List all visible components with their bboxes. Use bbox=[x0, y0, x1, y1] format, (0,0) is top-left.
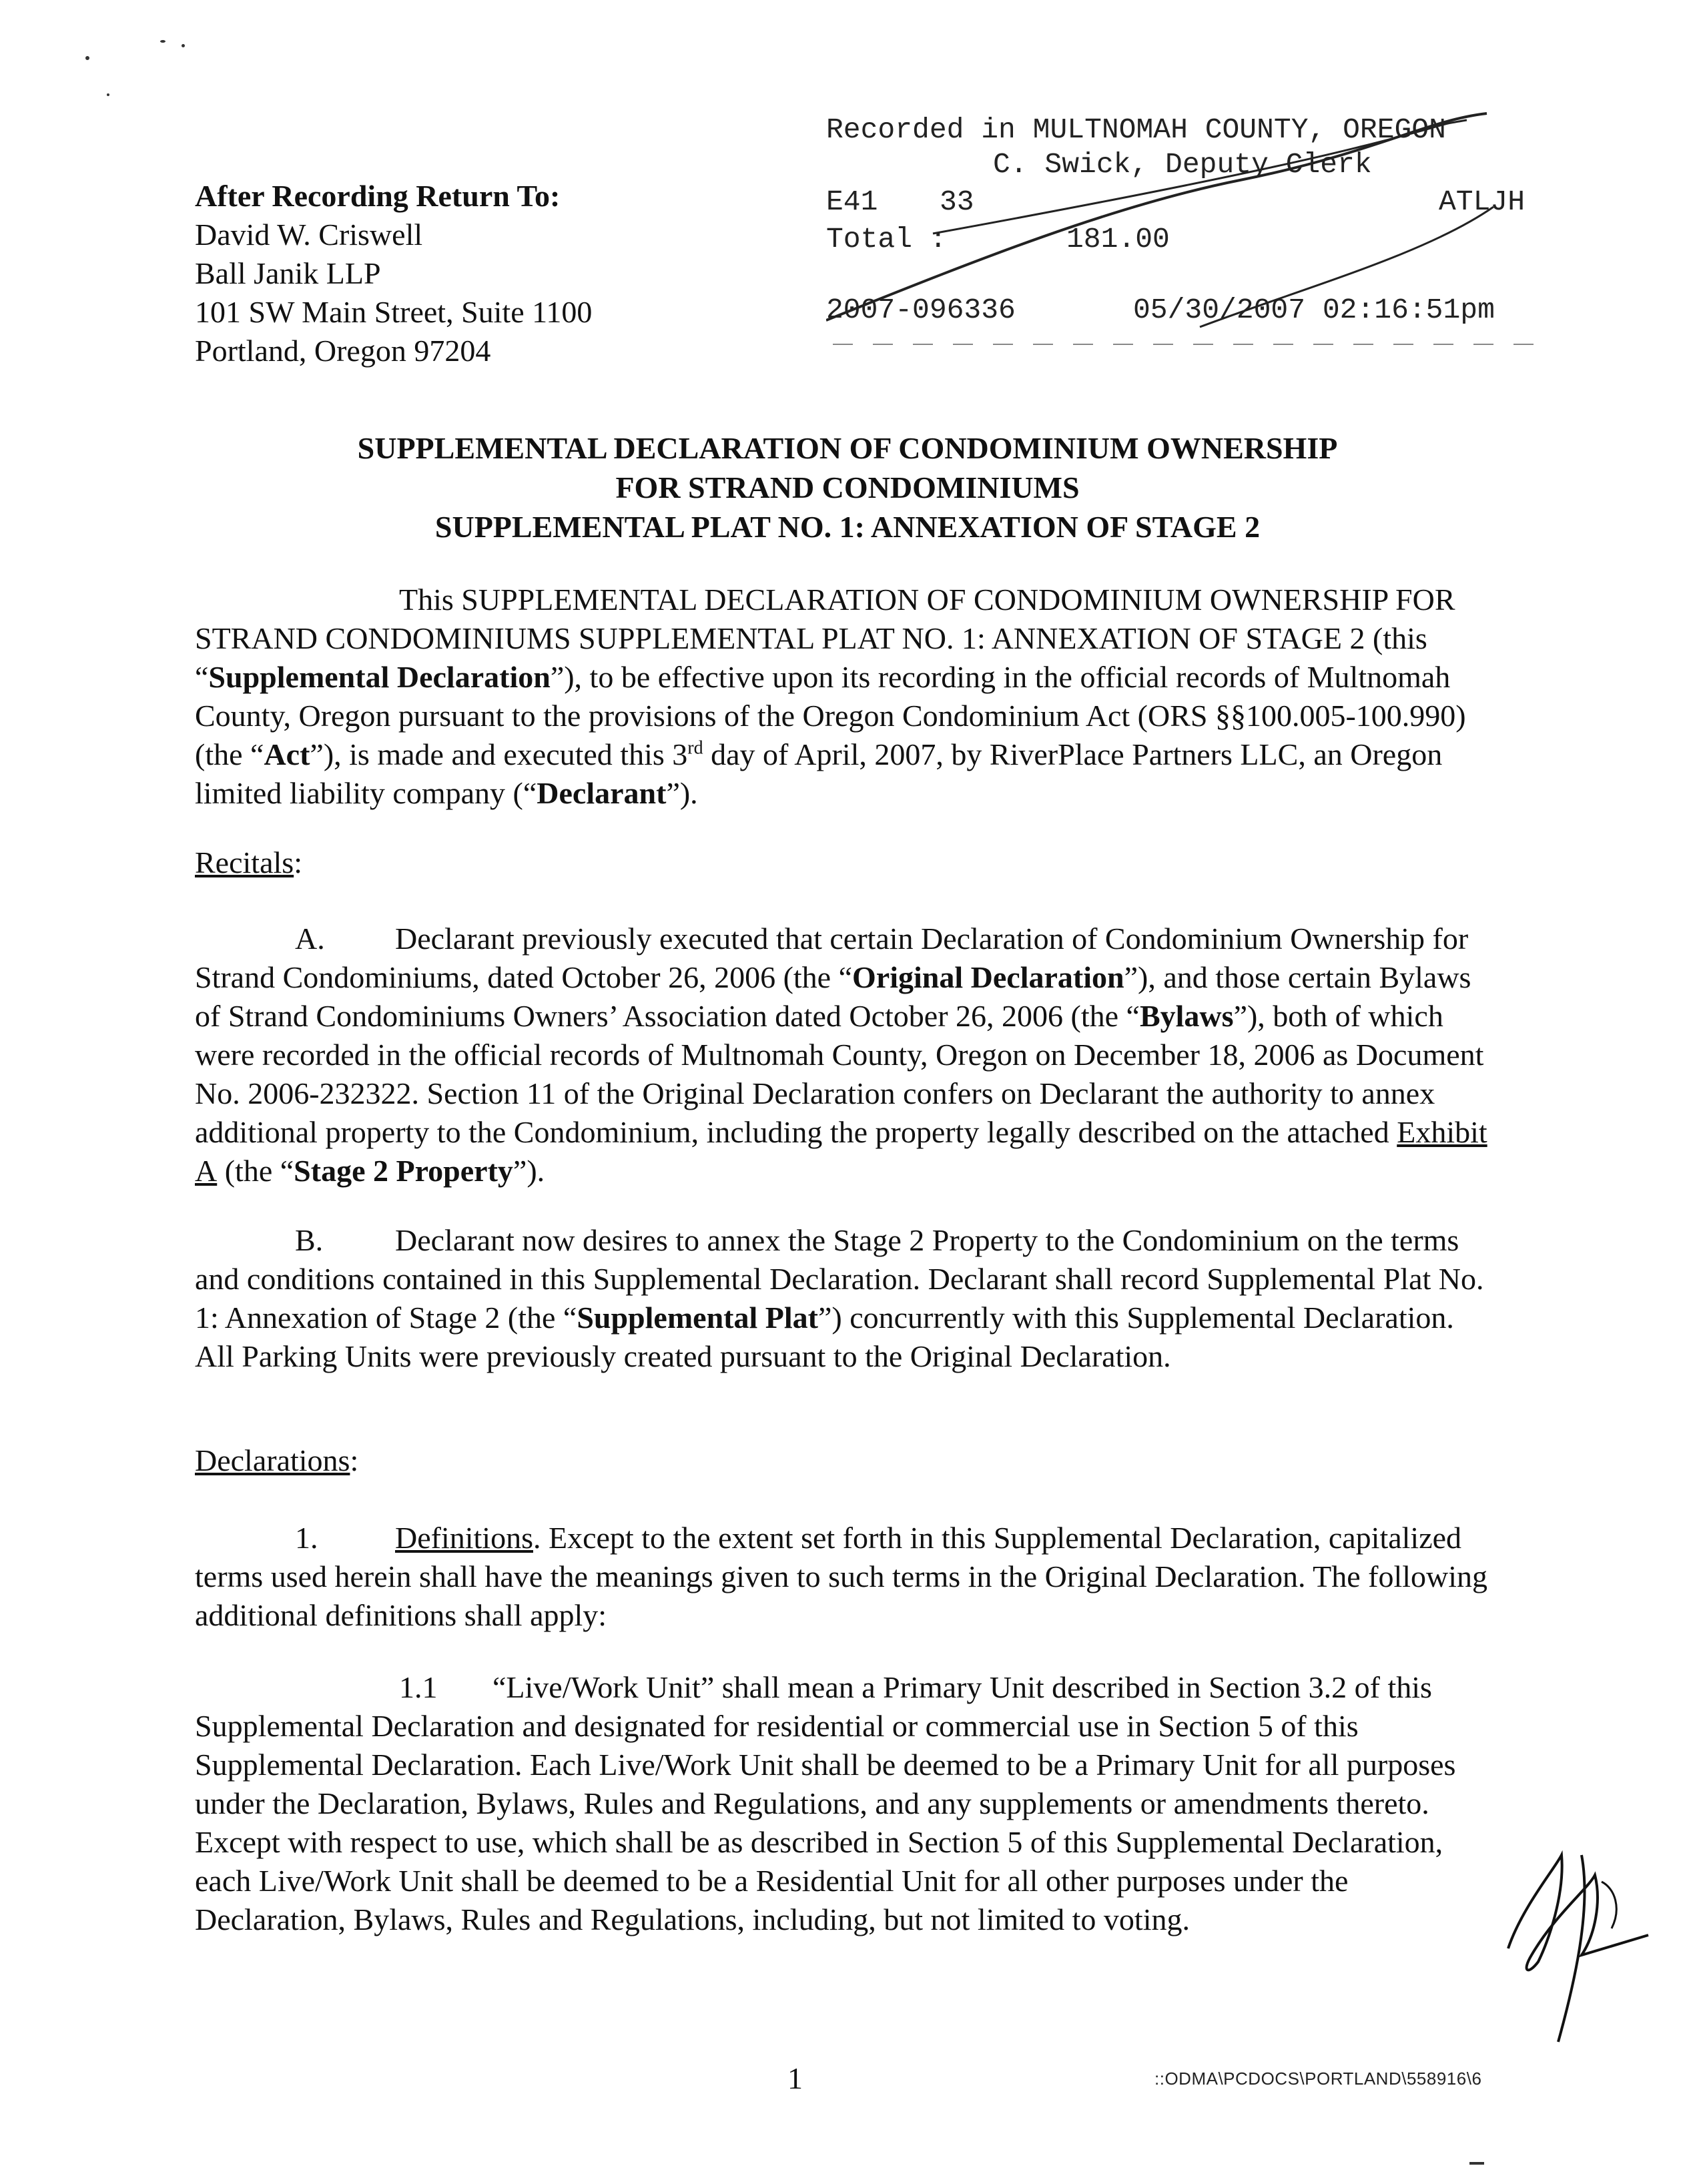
title-line-1: SUPPLEMENTAL DECLARATION OF CONDOMINIUM OWNERSHIP bbox=[357, 431, 1338, 465]
recital-b bbox=[195, 1221, 1489, 1376]
stamp-code: E41 bbox=[826, 186, 878, 218]
recitals-heading bbox=[195, 843, 302, 882]
exhibit-reference: Exhibit A bbox=[195, 1115, 1487, 1188]
recording-stamp bbox=[826, 107, 1560, 347]
defined-term: Stage 2 Property bbox=[294, 1154, 513, 1188]
stamp-doc-number: 2007-096336 bbox=[826, 294, 1016, 326]
return-heading: After Recording Return To: bbox=[195, 179, 561, 213]
title-line-3: SUPPLEMENTAL PLAT NO. 1: ANNEXATION OF STAGE 2 bbox=[434, 510, 1261, 544]
scan-speck bbox=[107, 93, 109, 96]
defined-term: Bylaws bbox=[1139, 999, 1234, 1033]
intro-text: This SUPPLEMENTAL DECLARATION OF CONDOMINIUM OWNERSHIP FOR STRAND CONDOMINIUMS SUPPLEMENTAL PLAT NO. 1: ANNEXATION OF STAGE 2 (this “ bbox=[195, 583, 1455, 694]
defined-term: Supplemental Plat bbox=[577, 1301, 818, 1335]
handwritten-initials-signature bbox=[1481, 1828, 1655, 2049]
return-line: Portland, Oregon 97204 bbox=[195, 334, 491, 368]
title-line-2: FOR STRAND CONDOMINIUMS bbox=[615, 470, 1080, 504]
intro-text: ”), to be effective upon its recording in the official records of Multnomah County, Oregon pursuant to the provisions of the Oregon Condominium Act (ORS §§100.005-100.990) (the “ bbox=[195, 660, 1466, 771]
recital-text: ”), both of which were recorded in the official records of Multnomah County, Oregon on December 18, 2006 as Document No. 2006-232322. Section 11 of the Original Declaration confers on Declarant the authority to annex additional property to the Condominium, including the property legally described on the attached bbox=[195, 999, 1484, 1149]
section-text: . Except to the extent set forth in this Supplemental Declaration, capitalized terms used herein shall have the meanings given to such terms in the Original Declaration. The following additional definitions shall apply: bbox=[195, 1521, 1488, 1632]
intro-text: ”). bbox=[666, 776, 698, 810]
recital-text: ”) concurrently with this Supplemental Declaration. All Parking Units were previously created pursuant to the Original Declaration. bbox=[195, 1301, 1454, 1373]
stamp-total-value: 181.00 bbox=[1066, 223, 1170, 256]
recital-letter: A. bbox=[295, 922, 325, 956]
defined-term: Supplemental Declaration bbox=[208, 660, 551, 694]
declarations-heading bbox=[195, 1441, 358, 1480]
return-address-block bbox=[195, 177, 795, 370]
ordinal-suffix: rd bbox=[687, 737, 703, 759]
scan-speck bbox=[182, 44, 185, 47]
scan-speck bbox=[1469, 2162, 1484, 2165]
recitals-heading-text: Recitals bbox=[195, 845, 294, 879]
intro-paragraph bbox=[195, 581, 1489, 813]
section-1-definitions bbox=[195, 1519, 1489, 1635]
declarations-heading-text: Declarations bbox=[195, 1443, 350, 1477]
declarations-heading-colon: : bbox=[350, 1443, 359, 1477]
return-line: David W. Criswell bbox=[195, 218, 423, 252]
stamp-initials: ATLJH bbox=[1439, 186, 1526, 218]
section-number: 1. bbox=[295, 1521, 318, 1555]
recital-text: ”). bbox=[513, 1154, 545, 1188]
section-1-1-live-work-unit bbox=[195, 1668, 1489, 1939]
defined-term: Declarant bbox=[537, 776, 667, 810]
stamp-date-time: 05/30/2007 02:16:51pm bbox=[1133, 294, 1495, 326]
return-line: Ball Janik LLP bbox=[195, 256, 381, 290]
recital-text: Declarant now desires to annex the Stage 2 Property to the Condominium on the terms and conditions contained in this Supplemental Declaration. Declarant shall record Supplemental Plat No. 1: Annexation of Stage 2 (the “ bbox=[195, 1223, 1484, 1335]
document-title bbox=[0, 428, 1695, 547]
document-id: ::ODMA\PCDOCS\PORTLAND\558916\6 bbox=[1154, 2069, 1482, 2089]
recital-letter: B. bbox=[295, 1223, 324, 1257]
intro-text: day of April, 2007, by RiverPlace Partners LLC, an Oregon limited liability company (“ bbox=[195, 737, 1443, 810]
stamp-scribble-lines bbox=[826, 107, 1560, 347]
section-title: Definitions bbox=[395, 1521, 533, 1555]
recital-text: ”), and those certain Bylaws of Strand Condominiums Owners’ Association dated October 26, 2006 (the “ bbox=[195, 960, 1471, 1033]
section-number: 1.1 bbox=[399, 1670, 438, 1704]
defined-term: Original Declaration bbox=[852, 960, 1124, 994]
stamp-clerk-line: C. Swick, Deputy Clerk bbox=[993, 148, 1372, 181]
scan-speck bbox=[160, 40, 165, 43]
section-text: “Live/Work Unit” shall mean a Primary Unit described in Section 3.2 of this Supplemental Declaration and designated for residential or commercial use in Section 5 of this Supplemental Declaration. Each Live/Work Unit shall be deemed to be a Primary Unit for all purposes under the Declaration, Bylaws, Rules and Regulations, and any supplements or amendments thereto. Except with respect to use, which shall be as described in Section 5 of this Supplemental Declaration, each Live/Work Unit shall be deemed to be a Residential Unit for all other purposes under the Declaration, Bylaws, Rules and Regulations, including, but not limited to voting. bbox=[195, 1670, 1456, 1936]
intro-text: ”), is made and executed this 3 bbox=[310, 737, 688, 771]
defined-term: Act bbox=[264, 737, 310, 771]
recitals-heading-colon: : bbox=[294, 845, 302, 879]
recital-text: Declarant previously executed that certain Declaration of Condominium Ownership for Strand Condominiums, dated October 26, 2006 (the “ bbox=[195, 922, 1469, 994]
stamp-code-num: 33 bbox=[940, 186, 974, 218]
recital-text: (the “ bbox=[217, 1154, 294, 1188]
recital-a bbox=[195, 920, 1489, 1190]
page-number: 1 bbox=[787, 2061, 803, 2095]
scan-speck bbox=[85, 56, 89, 60]
stamp-county-line: Recorded in MULTNOMAH COUNTY, OREGON bbox=[826, 113, 1446, 146]
stamp-total-label: Total : bbox=[826, 223, 947, 256]
return-line: 101 SW Main Street, Suite 1100 bbox=[195, 295, 593, 329]
